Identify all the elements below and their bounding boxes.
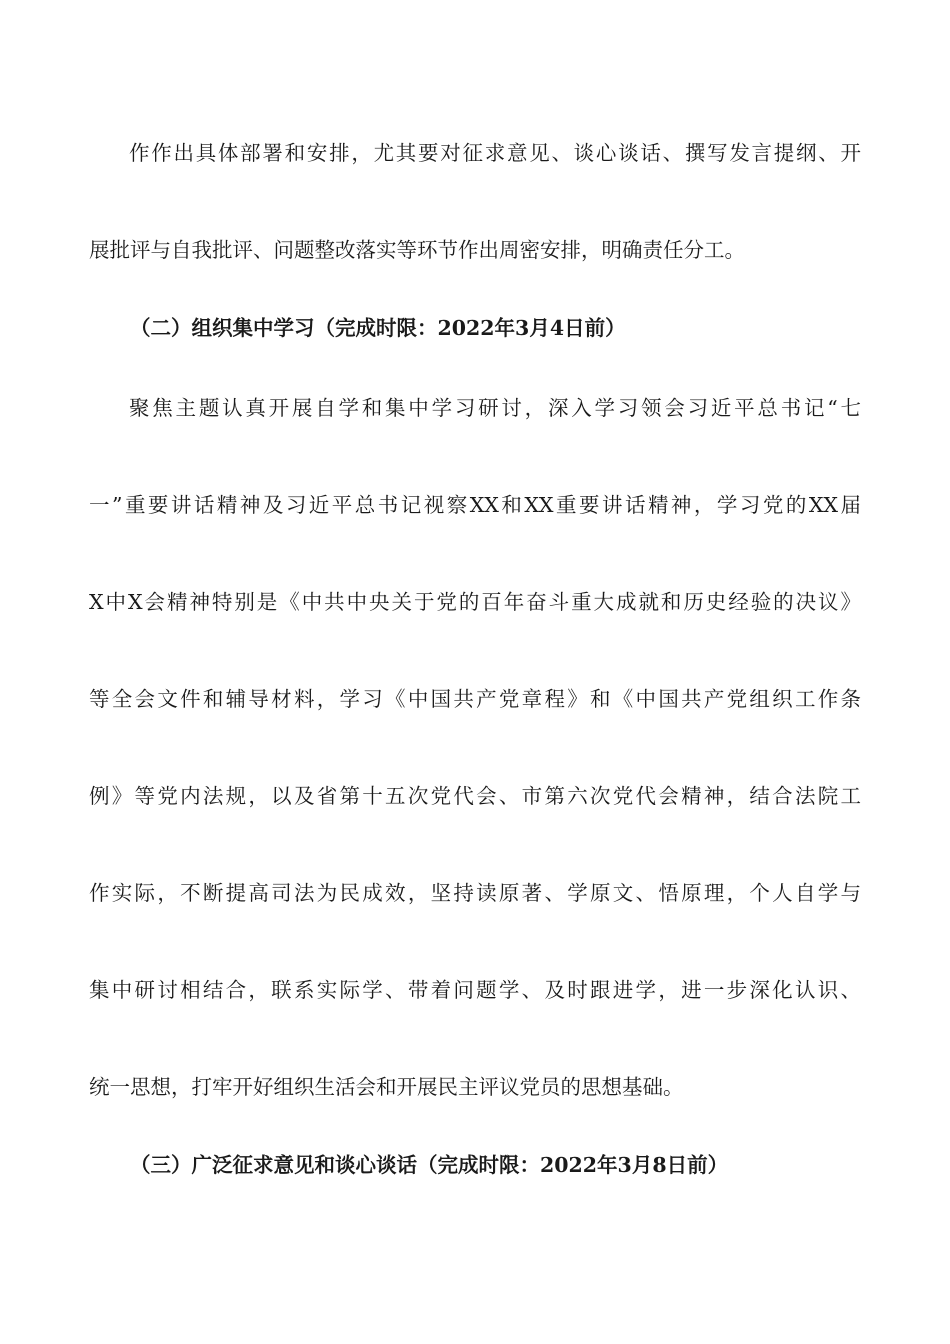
paragraph-line: 集中研讨相结合，联系实际学、带着问题学、及时跟进学，进一步深化认识、 (89, 978, 861, 1002)
paragraph-line: 作作出具体部署和安排，尤其要对征求意见、谈心谈话、撰写发言提纲、开 (129, 141, 861, 165)
paragraph-line: X中X会精神特别是《中共中央关于党的百年奋斗重大成就和历史经验的决议》 (89, 590, 861, 614)
paragraph-line: 一”重要讲话精神及习近平总书记视察XX和XX重要讲话精神，学习党的XX届 (89, 493, 861, 517)
paragraph-line: 聚焦主题认真开展自学和集中学习研讨，深入学习领会习近平总书记“七 (129, 396, 861, 420)
paragraph-line: 统一思想，打牢开好组织生活会和开展民主评议党员的思想基础。 (89, 1075, 684, 1099)
paragraph-line: 例》等党内法规，以及省第十五次党代会、市第六次党代会精神，结合法院工 (89, 784, 861, 808)
paragraph-line: 作实际，不断提高司法为民成效，坚持读原著、学原文、悟原理，个人自学与 (89, 881, 861, 905)
paragraph-line: 等全会文件和辅导材料，学习《中国共产党章程》和《中国共产党组织工作条 (89, 687, 861, 711)
section-heading: （二）组织集中学习（完成时限：2022年3月4日前） (130, 316, 626, 340)
paragraph-line: 展批评与自我批评、问题整改落实等环节作出周密安排，明确责任分工。 (89, 238, 745, 262)
section-heading: （三）广泛征求意见和谈心谈话（完成时限：2022年3月8日前） (130, 1153, 729, 1177)
